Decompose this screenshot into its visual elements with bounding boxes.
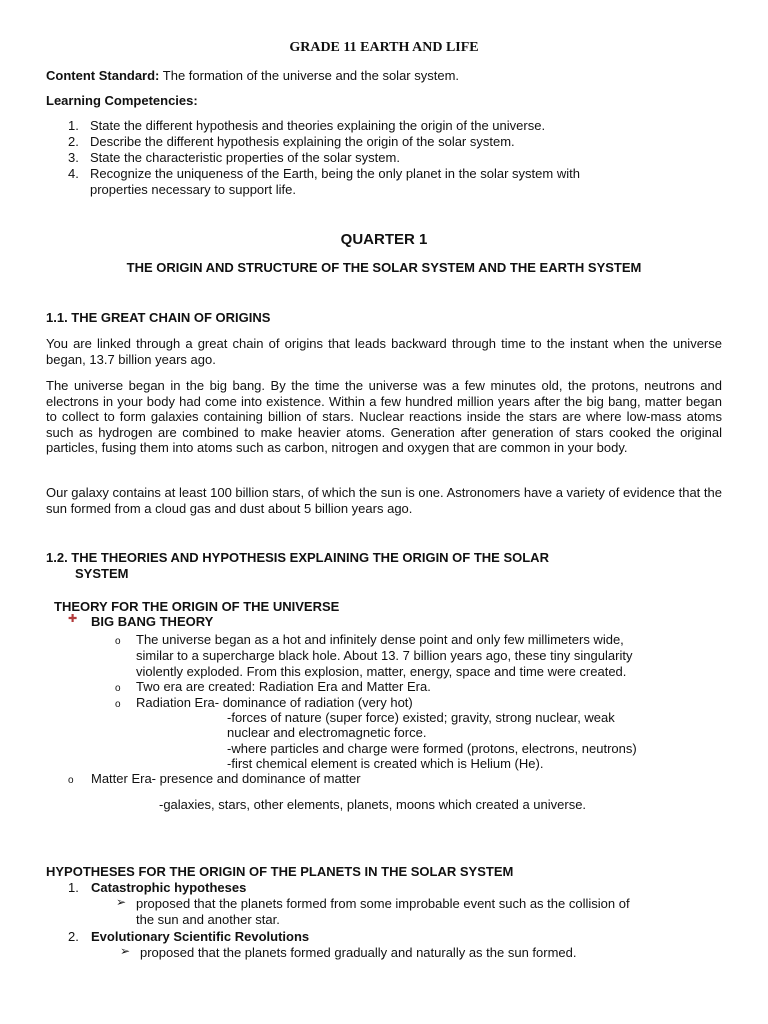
circle-bullet-icon: o <box>115 699 121 710</box>
hypotheses-heading: HYPOTHESES FOR THE ORIGIN OF THE PLANETS IN THE SOLAR SYSTEM <box>46 864 514 879</box>
hypothesis-number: 2. <box>68 929 79 944</box>
section-1-1-heading: 1.1. THE GREAT CHAIN OF ORIGINS <box>46 310 271 325</box>
radiation-era-line: Radiation Era- dominance of radiation (very hot) <box>136 695 413 710</box>
arrow-bullet-icon: ➢ <box>116 895 127 909</box>
arrow-bullet-icon: ➢ <box>120 944 131 958</box>
big-bang-heading: BIG BANG THEORY <box>91 614 214 629</box>
big-bang-line: The universe began as a hot and infinitely dense point and only few millimeters wide, <box>136 632 624 647</box>
competency-item: 3. State the characteristic properties of the solar system. <box>68 150 400 165</box>
catastrophic-detail: proposed that the planets formed from some improbable event such as the collision of <box>136 896 630 911</box>
section-subtitle: THE ORIGIN AND STRUCTURE OF THE SOLAR SYSTEM AND THE EARTH SYSTEM <box>126 260 642 275</box>
eras-line: Two era are created: Radiation Era and Matter Era. <box>136 679 431 694</box>
paragraph-1: You are linked through a great chain of origins that leads backward through time to the instant when the universe began, 13.7 billion years ago. <box>46 336 722 367</box>
theory-heading: THEORY FOR THE ORIGIN OF THE UNIVERSE <box>54 599 340 614</box>
competency-item: 1. State the different hypothesis and theories explaining the origin of the universe. <box>68 118 546 133</box>
paragraph-3: Our galaxy contains at least 100 billion stars, of which the sun is one. Astronomers have a variety of evidence that the sun formed from a cloud gas and dust about 5 billion years ago. <box>46 485 722 516</box>
content-standard <box>46 68 459 84</box>
circle-bullet-icon: o <box>115 683 121 694</box>
evolutionary-detail: proposed that the planets formed gradually and naturally as the sun formed. <box>140 945 577 960</box>
radiation-detail: nuclear and electromagnetic force. <box>227 725 427 740</box>
competency-item: 4. Recognize the uniqueness of the Earth, being the only planet in the solar system with <box>68 166 580 181</box>
content-standard-label: Content Standard: <box>46 68 160 83</box>
evolutionary-heading: Evolutionary Scientific Revolutions <box>91 929 310 944</box>
radiation-detail: -where particles and charge were formed (protons, electrons, neutrons) <box>227 741 637 756</box>
catastrophic-heading: Catastrophic hypotheses <box>91 880 247 895</box>
section-1-2-heading: 1.2. THE THEORIES AND HYPOTHESIS EXPLAINING THE ORIGIN OF THE SOLAR <box>46 550 549 565</box>
diamond-bullet-icon: ✚ <box>68 613 78 625</box>
competency-item: properties necessary to support life. <box>90 182 296 197</box>
learning-competencies-label: Learning Competencies: <box>46 93 198 108</box>
paragraph-2: The universe began in the big bang. By the time the universe was a few minutes old, the protons, neutrons and electrons in your body had come into existence. Within a few hundred million years after the big bang, matter began to collect to form galaxies containing billion of stars. Nuclear reactions inside the stars are where low-mass atoms such as hydrogen are combined to make heavier atoms. Generation after generation of stars cooked the original particles, fusing them into atoms such as carbon, nitrogen and oxygen that are common in your body. <box>46 378 722 455</box>
circle-bullet-icon: o <box>115 636 121 647</box>
document-title: GRADE 11 EARTH AND LIFE <box>289 40 479 55</box>
big-bang-line: violently exploded. From this explosion, matter, energy, space and time were created. <box>136 664 627 679</box>
big-bang-line: similar to a supercharge black hole. About 13. 7 billion years ago, these tiny singularity <box>136 648 633 663</box>
matter-era-detail: -galaxies, stars, other elements, planets, moons which created a universe. <box>159 797 587 812</box>
catastrophic-detail: the sun and another star. <box>136 912 280 927</box>
hypothesis-number: 1. <box>68 880 79 895</box>
circle-bullet-icon: o <box>68 775 74 786</box>
quarter-heading: QUARTER 1 <box>340 231 428 248</box>
matter-era-line: Matter Era- presence and dominance of matter <box>91 771 361 786</box>
radiation-detail: -first chemical element is created which is Helium (He). <box>227 756 544 771</box>
competency-item: 2. Describe the different hypothesis explaining the origin of the solar system. <box>68 134 515 149</box>
radiation-detail: -forces of nature (super force) existed; gravity, strong nuclear, weak <box>227 710 615 725</box>
content-standard-text: The formation of the universe and the solar system. <box>159 68 460 83</box>
section-1-2-heading-cont: SYSTEM <box>75 566 129 581</box>
